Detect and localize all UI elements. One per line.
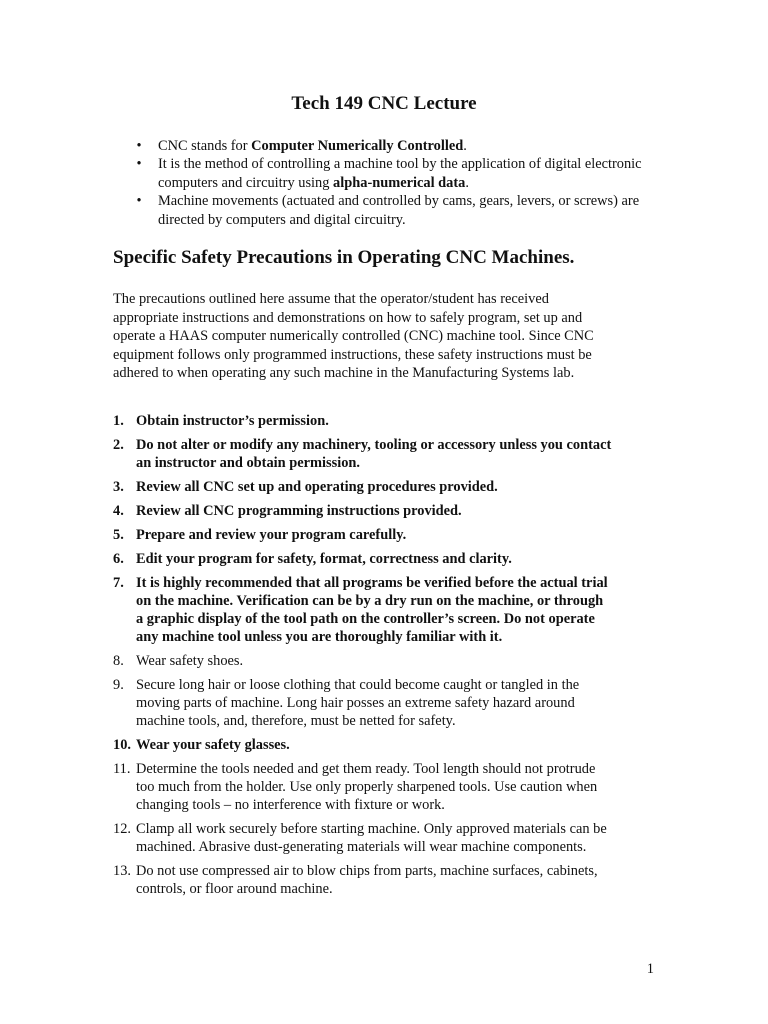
rule-text: Do not use compressed air to blow chips from parts, machine surfaces, cabinets, controls, or floor around machine.	[136, 863, 598, 897]
safety-rule-item	[113, 550, 613, 568]
rule-text: Secure long hair or loose clothing that could become caught or tangled in the moving parts of machine. Long hair posses an extreme safety hazard around machine tools, and, therefore, must be netted for safety.	[136, 677, 580, 729]
page-title: Tech 149 CNC Lecture	[291, 93, 477, 114]
rule-number: 6.	[113, 551, 124, 567]
rule-number: 11.	[113, 761, 131, 777]
bullet-item	[132, 192, 652, 229]
safety-rule-item	[113, 502, 613, 520]
rule-text: Review all CNC set up and operating procedures provided.	[136, 479, 498, 495]
rule-text: Wear safety shoes.	[136, 653, 244, 669]
page-number: 1	[646, 961, 654, 977]
bullet-item	[132, 155, 652, 192]
safety-rule-item	[113, 652, 613, 670]
safety-rule-item	[113, 526, 613, 544]
bullet-text: Machine movements (actuated and controlled by cams, gears, levers, or screws) are directed by computers and digital circuitry.	[158, 193, 640, 228]
rule-number: 2.	[113, 437, 124, 453]
safety-rule-item	[113, 574, 613, 646]
bullet-item	[132, 137, 652, 155]
bullet-emphasis: Computer Numerically Controlled	[251, 138, 464, 154]
bullet-text-end: .	[463, 138, 467, 154]
bullet-text: CNC stands for	[158, 138, 252, 154]
rule-number: 4.	[113, 503, 124, 519]
rule-number: 10.	[113, 737, 131, 753]
safety-rule-item	[113, 478, 613, 496]
rule-number: 9.	[113, 677, 124, 693]
section-heading: Specific Safety Precautions in Operating CNC Machines.	[113, 247, 575, 268]
rule-number: 7.	[113, 575, 124, 591]
rule-text: Do not alter or modify any machinery, tooling or accessory unless you contact an instructor and obtain permission.	[136, 437, 612, 471]
rule-text: It is highly recommended that all programs be verified before the actual trial on the machine. Verification can be by a dry run on the machine, or through a graphic display of the tool path on the controller’s screen. Do not operate any machine tool unless you are thoroughly familiar with it.	[136, 575, 608, 645]
intro-bullet-list	[132, 137, 652, 229]
bullet-icon: •	[136, 156, 142, 173]
safety-rules-list	[113, 412, 613, 904]
bullet-icon: •	[136, 138, 142, 154]
rule-text: Prepare and review your program carefully.	[136, 527, 407, 543]
rule-number: 8.	[113, 653, 124, 669]
safety-rule-item	[113, 862, 613, 898]
rule-text: Edit your program for safety, format, correctness and clarity.	[136, 551, 512, 567]
bullet-text: It is the method of controlling a machine tool by the application of digital electronic computers and circuitry using	[158, 156, 642, 191]
safety-rule-item	[113, 412, 613, 430]
rule-text: Determine the tools needed and get them ready. Tool length should not protrude too much from the holder. Use only properly sharpened tools. Use caution when changing tools – no interference with fixture or work.	[136, 761, 598, 813]
rule-text: Clamp all work securely before starting machine. Only approved materials can be machined. Abrasive dust-generating materials will wear machine components.	[136, 821, 607, 855]
safety-rule-item	[113, 436, 613, 472]
rule-number: 5.	[113, 527, 124, 543]
rule-text: Review all CNC programming instructions provided.	[136, 503, 462, 519]
bullet-emphasis: alpha-numerical data	[333, 174, 466, 191]
safety-rule-item	[113, 820, 613, 856]
rule-number: 3.	[113, 479, 124, 495]
safety-rule-item	[113, 736, 613, 754]
rule-number: 12.	[113, 821, 131, 837]
rule-number: 1.	[113, 413, 124, 429]
rule-text: Obtain instructor’s permission.	[136, 413, 329, 429]
rule-number: 13.	[113, 863, 131, 879]
safety-rule-item	[113, 676, 613, 730]
bullet-icon: •	[136, 193, 142, 210]
safety-rule-item	[113, 760, 613, 814]
intro-paragraph: The precautions outlined here assume that the operator/student has received appropriate instructions and demonstrations on how to safely program, set up and operate a HAAS computer numerically controlled (CNC) machine tool. Since CNC equipment follows only programmed instructions, these safety instructions must be adhered to when operating any such machine in the Manufacturing Systems lab.	[113, 291, 594, 381]
rule-text: Wear your safety glasses.	[136, 737, 290, 753]
bullet-text-end: .	[465, 174, 469, 191]
